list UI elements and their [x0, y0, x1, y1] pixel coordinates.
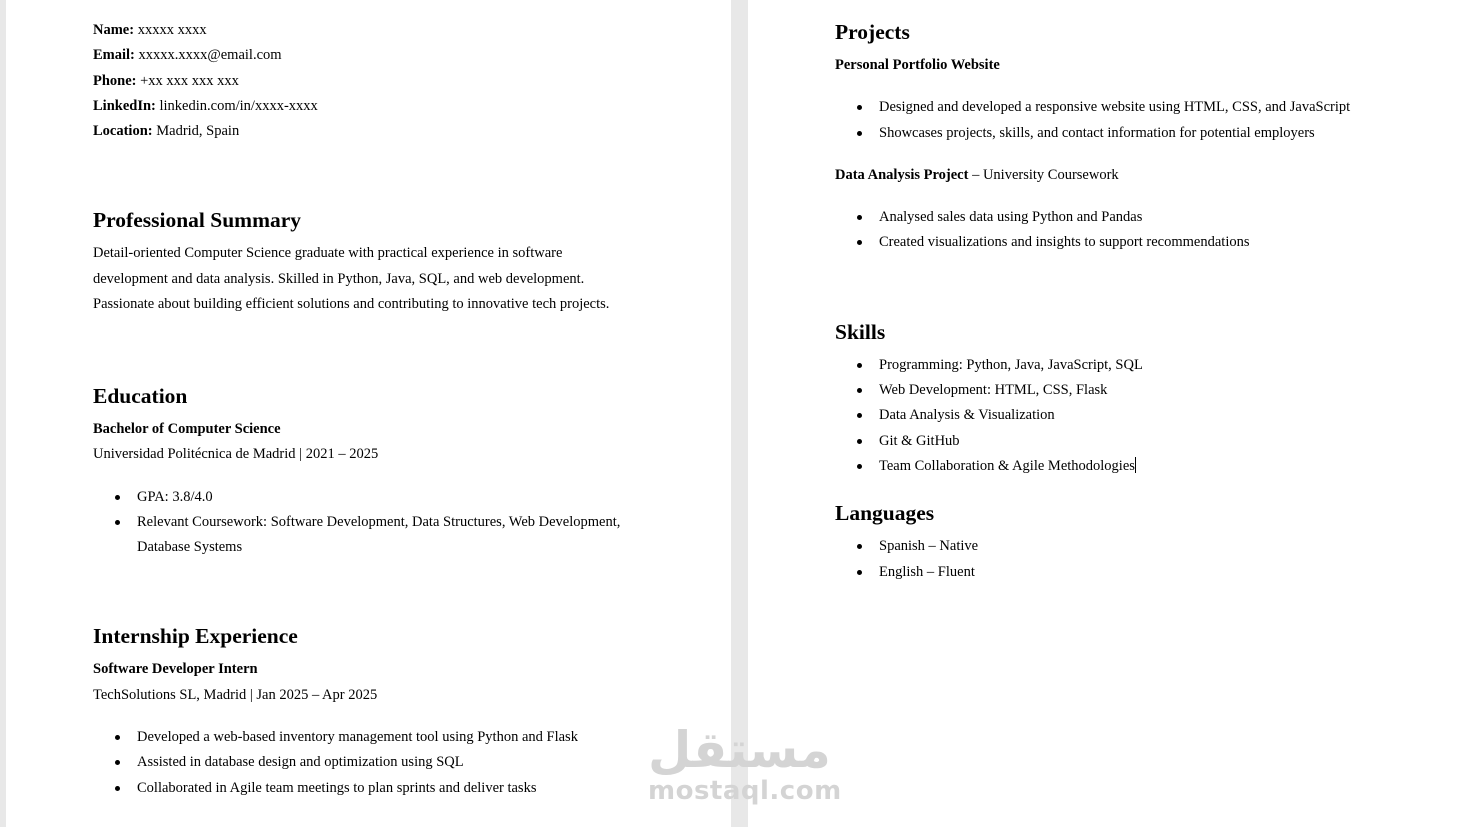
contact-email: Email: xxxxx.xxxx@email.com: [93, 47, 282, 64]
list-item: Relevant Coursework: Software Development, Data Structures, Web Development,: [93, 510, 653, 535]
project-1-title: Personal Portfolio Website: [835, 57, 1000, 73]
languages-list: [835, 534, 1435, 585]
list-item: English – Fluent: [835, 560, 1435, 585]
languages-heading: Languages: [835, 501, 935, 526]
summary-line: Passionate about building efficient solutions and contributing to innovative tech projects.: [93, 296, 610, 313]
list-item-continuation: Database Systems: [137, 539, 243, 556]
page-right-content: [835, 18, 1435, 585]
list-item: GPA: 3.8/4.0: [93, 485, 653, 510]
watermark-arabic: مستقل: [648, 721, 831, 779]
list-item: Designed and developed a responsive website using HTML, CSS, and JavaScript: [835, 95, 1435, 120]
project-2-title: Data Analysis Project – University Coursework: [835, 166, 1119, 183]
contact-block: [93, 18, 653, 144]
summary-line: Detail-oriented Computer Science graduate with practical experience in software: [93, 245, 563, 262]
projects-heading: Projects: [835, 20, 910, 44]
summary-heading: Professional Summary: [93, 208, 302, 233]
watermark-latin: mostaql.com: [648, 776, 842, 806]
list-item: Created visualizations and insights to support recommendations: [835, 230, 1435, 255]
internship-bullets: [93, 725, 653, 801]
internship-heading: Internship Experience: [93, 624, 298, 649]
contact-location: Location: Madrid, Spain: [93, 123, 240, 140]
text-cursor: [1135, 457, 1136, 473]
list-item: Developed a web-based inventory management tool using Python and Flask: [93, 725, 653, 750]
education-bullets: [93, 485, 653, 561]
education-heading: Education: [93, 383, 188, 408]
list-item[interactable]: [835, 454, 1435, 479]
document-page-right: [748, 0, 1473, 827]
contact-phone: Phone: +xx xxx xxx xxx: [93, 72, 239, 89]
internship-company: TechSolutions SL, Madrid | Jan 2025 – Apr 2025: [93, 686, 378, 703]
list-item: Git & GitHub: [835, 429, 1435, 454]
skills-list: [835, 353, 1435, 479]
education-institution: Universidad Politécnica de Madrid | 2021 – 2025: [93, 446, 379, 463]
list-item: Analysed sales data using Python and Pandas: [835, 205, 1435, 230]
project-1-bullets: [835, 95, 1435, 146]
summary-paragraph: [93, 241, 653, 318]
contact-linkedin: LinkedIn: linkedin.com/in/xxxx-xxxx: [93, 97, 318, 114]
education-degree: Bachelor of Computer Science: [93, 420, 281, 437]
page-left-content: [93, 18, 653, 801]
list-item: Data Analysis & Visualization: [835, 403, 1435, 428]
mostaql-watermark: [648, 721, 842, 806]
document-page-left: [6, 0, 731, 827]
project-2-bullets: [835, 205, 1435, 256]
skills-heading: Skills: [835, 319, 886, 344]
list-item: Programming: Python, Java, JavaScript, SQL: [835, 353, 1435, 378]
list-item: Web Development: HTML, CSS, Flask: [835, 378, 1435, 403]
summary-line: development and data analysis. Skilled in Python, Java, SQL, and web development.: [93, 270, 585, 287]
list-item: Collaborated in Agile team meetings to plan sprints and deliver tasks: [93, 776, 653, 801]
list-item-text: Team Collaboration & Agile Methodologies: [879, 457, 1135, 474]
list-item: Showcases projects, skills, and contact information for potential employers: [835, 121, 1435, 146]
internship-role: Software Developer Intern: [93, 661, 258, 678]
list-item: Assisted in database design and optimization using SQL: [93, 750, 653, 775]
contact-name: Name: xxxxx xxxx: [93, 22, 207, 38]
list-item: Spanish – Native: [835, 534, 1435, 559]
